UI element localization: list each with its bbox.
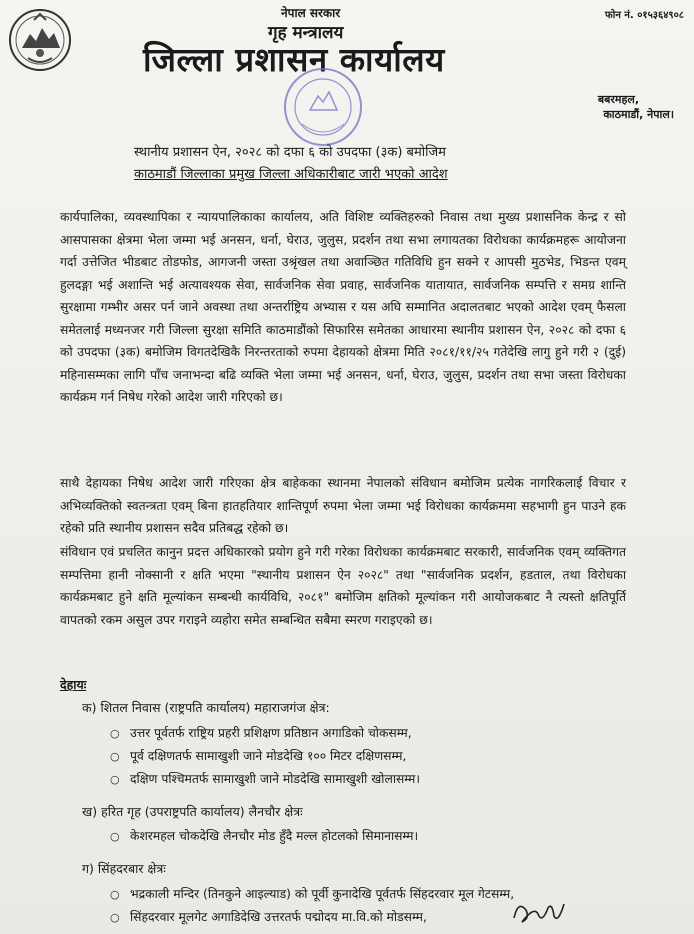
office-title: जिल्ला प्रशासन कार्यालय <box>143 40 445 79</box>
body-paragraph-2: साथै देहायका निषेध आदेश जारी गरिएका क्षेत्र बाहेकका स्थानमा नेपालको संविधान बमोजिम प्रत्येक नागरिकलाई विचार र अभिव्यक्तिको स्वतन्त्रता एवम् बिना हातहतियार शान्तिपूर्ण रुपमा भेला जम्मा भई विरोधका कार्यक्रममा सहभागी हुन पाउने हक रहेको प्रति स्थानीय प्रशासन सदैव प्रतिबद्ध रहेको छ। <box>60 476 626 535</box>
order-heading-line-1: स्थानीय प्रशासन ऐन, २०२८ को दफा ६ को उपदफा (३क) बमोजिम <box>134 145 446 160</box>
list-item: ○ दक्षिण पश्चिमतर्फ सामाखुशी जाने मोडदेखि सामाखुशी खोलासम्म। <box>110 768 420 791</box>
bullet-icon: ○ <box>110 911 120 924</box>
section-list-ka <box>110 722 420 791</box>
body-paragraph-1: कार्यपालिका, व्यवस्थापिका र न्यायपालिकाका कार्यालय, अति विशिष्ट व्यक्तिहरुको निवास तथा मुख्य प्रशासनिक केन्द्र र सो आसपासका क्षेत्रमा भेला जम्मा भई अनसन, धर्ना, घेराउ, जुलुस, प्रदर्शन तथा सभा लगायतका विरोधका कार्यक्रमहरू आयोजना गर्दा उत्तेजित भीडबाट तोडफोड, आगजनी जस्ता उश्रृंखल तथा अवाञ्छित गतिविधि हुन सक्ने र आपसी मुठभेड, भिडन्त एवम् हुलदङ्गा भई अशान्ति भई अत्यावश्यक सेवा, सार्वजनिक सेवा प्रवाह, सार्वजनिक यातायात, सार्वजनिक सम्पत्ति र समग्र शान्ति सुरक्षामा गम्भीर असर पर्न जाने अवस्था तथा अन्तर्राष्ट्रिय अभ्यास र यस अघि सम्मानित अदालतबाट भएको आदेश एवम् फैसला समेतलाई मध्यनजर गरी जिल्ला सुरक्षा समिति काठमाडौंको सिफारिस समेतका आधारमा स्थानीय प्रशासन ऐन, २०२८ को दफा ६ को उपदफा (३क) बमोजिम विगतदेखिकै निरन्तरताको रुपमा देहायको क्षेत्रमा मिति २०८१/११/२५ गतेदेखि लागु हुने गरी २ (दुई) महिनासम्मका लागि पाँच जनाभन्दा बढि व्यक्ति भेला जम्मा भई अनसन, धर्ना, घेराउ, जुलुस, प्रदर्शन तथा सभा जस्ता विरोधका कार्यक्रम गर्न निषेध गरेको आदेश जारी गरिएको छ। <box>60 210 626 404</box>
order-heading-line-2: काठमाडौं जिल्लाका प्रमुख जिल्ला अधिकारीबाट जारी भएको आदेश <box>134 167 448 182</box>
section-list-ga <box>110 883 514 929</box>
address-line-1: बबरमहल, <box>597 93 639 106</box>
dehay-label: देहायः <box>60 677 87 692</box>
office-seal-icon <box>282 66 364 148</box>
list-item: ○ भद्रकाली मन्दिर (तिनकुने आइल्याड) को पूर्वी कुनादेखि पूर्वतर्फ सिंहदरवार मूल गेटसम्म, <box>110 883 514 906</box>
section-title-ka: क) शितल निवास (राष्ट्रपति कार्यालय) महाराजगंज क्षेत्र: <box>82 700 330 715</box>
address-line-2: काठमाडौं, नेपाल। <box>603 108 674 121</box>
bullet-icon: ○ <box>110 830 120 843</box>
list-item: ○ केशरमहल चोकदेखि लैनचौर मोड हुँदै मल्ल होटलको सिमानासम्म। <box>110 825 418 848</box>
section-title-kha: ख) हरित गृह (उपराष्ट्रपति कार्यालय) लैनचौर क्षेत्रः <box>82 804 303 819</box>
government-label: नेपाल सरकार <box>281 6 341 20</box>
bullet-icon: ○ <box>110 727 120 740</box>
list-item: ○ उत्तर पूर्वतर्फ राष्ट्रिय प्रहरी प्रशिक्षण प्रतिष्ठान अगाडिको चोकसम्म, <box>110 722 420 745</box>
bullet-icon: ○ <box>110 773 120 786</box>
section-list-kha <box>110 825 418 848</box>
bullet-icon: ○ <box>110 750 120 763</box>
list-item: ○ सिंहदरवार मूलगेट अगाडिदेखि उत्तरतर्फ पद्मोदय मा.वि.को मोडसम्म, <box>110 906 514 929</box>
ministry-label: गृह मन्त्रालय <box>268 23 344 43</box>
phone-number: फोन नं. ०१५३६४९०८ <box>605 10 684 21</box>
signature-icon <box>508 896 568 930</box>
section-title-ga: ग) सिंहदरबार क्षेत्रः <box>82 861 166 876</box>
body-paragraph-3: संविधान एवं प्रचलित कानुन प्रदत्त अधिकारको प्रयोग हुने गरी गरेका विरोधका कार्यक्रमबाट सरकारी, सार्वजनिक एवम् व्यक्तिगत सम्पत्तिमा हानी नोक्सानी र क्षति भएमा "स्थानीय प्रशासन ऐन २०२८" तथा "सार्वजनिक प्रदर्शन, हडताल, तथा विरोधका कार्यक्रमबाट हुने क्षति मूल्यांकन सम्बन्धी कार्यविधि, २०८१" बमोजिम क्षतिको मूल्यांकन गरी आयोजकबाट नै त्यस्तो क्षतिपूर्ति वापतको रकम असुल उपर गराइने व्यहोरा समेत सम्बन्धित सबैमा स्मरण गराइएको छ। <box>60 545 627 627</box>
nepal-emblem-icon <box>8 8 72 72</box>
list-item: ○ पूर्व दक्षिणतर्फ सामाखुशी जाने मोडदेखि १०० मिटर दक्षिणसम्म, <box>110 745 420 768</box>
bullet-icon: ○ <box>110 888 120 901</box>
